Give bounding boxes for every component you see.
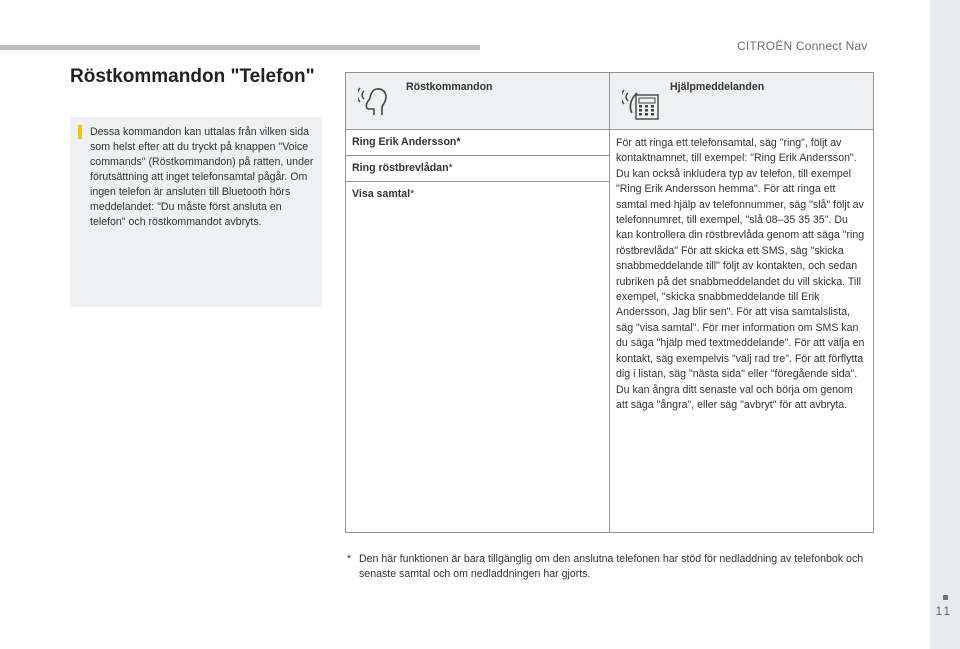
top-rule bbox=[0, 45, 480, 50]
header-cell-help bbox=[610, 73, 874, 130]
command-cell bbox=[346, 182, 610, 533]
command-text: Ring röstbrevlådan bbox=[352, 162, 449, 174]
header-cell-commands bbox=[346, 73, 610, 130]
command-text: Visa samtal bbox=[352, 188, 411, 200]
command-cell bbox=[346, 156, 610, 182]
footnote-text: Den här funktionen är bara tillgänglig om den anslutna telefonen har stöd för nedladdning av telefonbok och senaste samtal och om nedladdningen har gjorts. bbox=[359, 553, 864, 580]
command-mark: * bbox=[410, 188, 415, 200]
page-number: 11 bbox=[935, 604, 952, 618]
voice-speaking-icon bbox=[358, 83, 392, 120]
side-mark bbox=[943, 595, 948, 600]
commands-table bbox=[345, 72, 874, 533]
command-mark: * bbox=[456, 136, 461, 148]
command-cell bbox=[346, 130, 610, 156]
command-mark: * bbox=[448, 162, 453, 174]
table-header-row bbox=[346, 73, 874, 130]
info-text: Dessa kommandon kan uttalas från vilken sida som helst efter att du tryckt på knappen "Voice commands" (Röstkommandon) på ratten, under förutsättning att inget telefonsamtal pågår. Om ingen telefon är ansluten till Bluetooth hörs meddelandet: "Du måste först ansluta en telefon" och röstkommandot avbryts. bbox=[90, 126, 314, 228]
footnote-mark: * bbox=[347, 553, 352, 565]
help-description-cell bbox=[610, 130, 874, 533]
info-box bbox=[70, 117, 322, 307]
col-header-help: Hjälpmeddelanden bbox=[670, 81, 765, 93]
right-strip bbox=[930, 0, 960, 649]
footnote bbox=[347, 552, 887, 582]
table-row bbox=[346, 130, 874, 156]
header-brand: CITROËN Connect Nav bbox=[737, 39, 868, 53]
voice-phone-keypad-icon bbox=[622, 83, 662, 124]
help-description: För att ringa ett telefonsamtal, säg "ring", följt av kontaktnamnet, till exempel: "Ring Erik Andersson". Du kan också inkludera typ av telefon, till exempel "Ring Erik Andersson hemma". För att ringa ett samtal med hjälp av telefonnummer, säg "slå" följt av telefonnumret, till exempel, "slå 08–35 35 35". Du kan kontrollera din röstbrevlåda genom att säga "ring röstbrevlåda" För att skicka ett SMS, säg "skicka snabbmeddelande till" följt av kontakten, och sedan rubriken på det snabbmeddelandet du vill skicka. Till exempel, "skicka snabbmeddelande till Erik Andersson, Jag blir sen". För att visa samtalslista, säg "visa samtal". För mer information om SMS kan du säga "hjälp med textmeddelande". För att välja en kontakt, säg exempelvis "välj rad tre". För att förflytta dig i listan, säg "nästa sida" eller "föregående sida". Du kan ångra ditt senaste val och börja om genom att säga "ångra", eller säg "avbryt" för att avbryta. bbox=[616, 137, 865, 411]
page-title: Röstkommandon "Telefon" bbox=[70, 66, 315, 87]
info-icon bbox=[78, 125, 82, 139]
command-text: Ring Erik Andersson bbox=[352, 136, 457, 148]
col-header-commands: Röstkommandon bbox=[406, 81, 493, 93]
